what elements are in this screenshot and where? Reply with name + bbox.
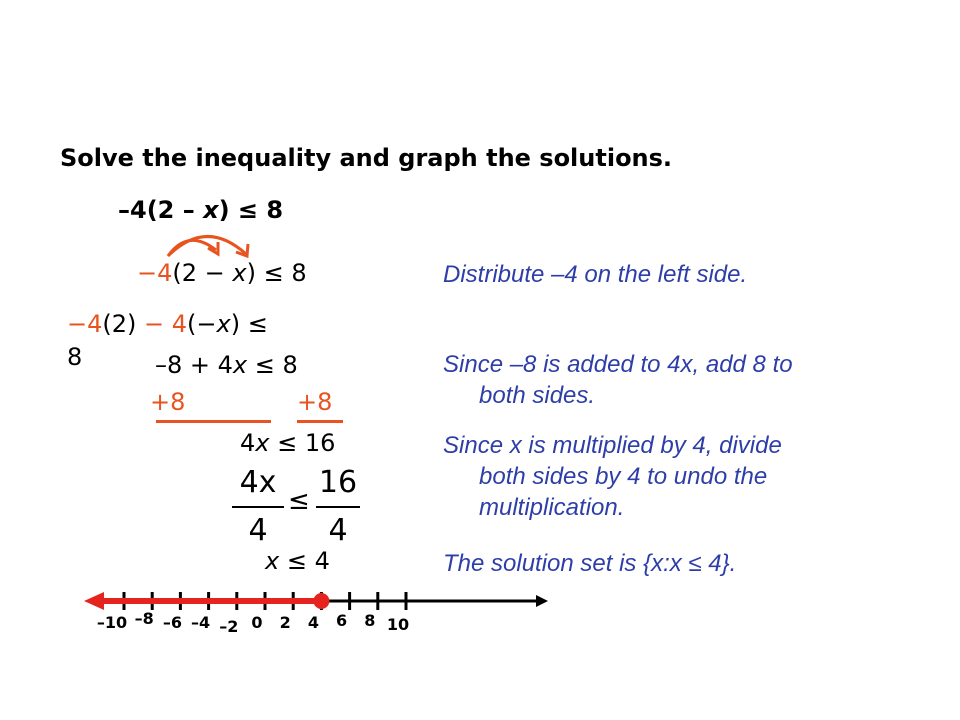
step-expanded <box>67 310 268 338</box>
fraction-right-denominator: 4 <box>328 513 348 548</box>
result-part-b: ≤ 16 <box>269 429 336 457</box>
fraction-right <box>316 464 360 550</box>
tick-label: –10 <box>96 613 128 632</box>
problem-part-a: –4(2 – <box>118 196 204 224</box>
axis-arrow-right <box>536 595 548 607</box>
step-result <box>240 429 335 457</box>
fraction-left-bar <box>232 506 284 508</box>
problem-variable: x <box>203 196 219 224</box>
result-variable: x <box>255 429 270 457</box>
fraction-inequality-symbol: ≤ <box>288 486 310 516</box>
answer-part-b: ≤ 4 <box>279 547 330 575</box>
tick-label: 10 <box>386 615 410 634</box>
fraction-left-numerator: 4x <box>239 465 277 500</box>
step1-part-a: (2 − <box>172 259 233 287</box>
explanation-add <box>443 349 793 411</box>
fraction-left-denominator: 4 <box>248 513 268 548</box>
underline-left <box>156 420 271 423</box>
add-eight-left: +8 <box>150 388 186 416</box>
solution-ray-arrow <box>84 592 104 610</box>
distribution-arrows <box>150 222 260 264</box>
expanded-p1: −4 <box>67 310 103 338</box>
explanation-divide-line1: Since x is multiplied by 4, divide <box>443 432 782 459</box>
result-part-a: 4 <box>240 429 256 457</box>
tick-label: –8 <box>134 609 154 628</box>
step1-part-b: ) ≤ 8 <box>246 259 307 287</box>
tick-label: –6 <box>162 613 182 632</box>
solution-endpoint-dot <box>314 594 328 608</box>
step-expanded-wrap: 8 <box>67 343 83 371</box>
fraction-left <box>232 464 284 550</box>
add-eight-right: +8 <box>297 388 333 416</box>
tick-label: 2 <box>279 613 291 632</box>
fraction-right-bar <box>316 506 360 508</box>
tick-label: 4 <box>307 613 319 632</box>
tick-label: 8 <box>364 611 376 630</box>
expanded-p3: − 4 <box>144 310 188 338</box>
explanation-add-line2: both sides. <box>479 382 596 409</box>
expanded-p2: (2) <box>102 310 145 338</box>
step-distribute <box>137 259 307 287</box>
explanation-divide-line3: multiplication. <box>479 494 625 521</box>
answer-variable: x <box>265 547 280 575</box>
arrow-curve-2 <box>168 236 246 256</box>
tick-label: –4 <box>191 613 211 632</box>
problem-part-b: ) ≤ 8 <box>218 196 284 224</box>
explanation-distribute: Distribute –4 on the left side. <box>443 261 748 288</box>
simplified-part-b: ≤ 8 <box>247 351 298 379</box>
simplified-variable: x <box>232 351 248 379</box>
neg-four: −4 <box>137 259 173 287</box>
tick-label: 6 <box>336 611 348 630</box>
expanded-p4: (− <box>187 310 217 338</box>
tick-label: 0 <box>251 613 263 632</box>
tick-label: –2 <box>219 617 239 636</box>
explanation-solution: The solution set is {x:x ≤ 4}. <box>443 550 737 577</box>
explanation-add-line1: Since –8 is added to 4x, add 8 to <box>443 351 793 378</box>
simplified-part-a: –8 + 4 <box>155 351 233 379</box>
step-simplified <box>155 351 298 379</box>
fraction-right-numerator: 16 <box>318 465 358 500</box>
explanation-divide-line2: both sides by 4 to undo the <box>479 463 768 490</box>
expanded-p5: ) ≤ <box>230 310 268 338</box>
step1-variable: x <box>232 259 247 287</box>
expanded-variable: x <box>216 310 231 338</box>
explanation-divide <box>443 430 782 523</box>
problem-statement <box>118 196 283 224</box>
title: Solve the inequality and graph the solutions. <box>60 144 673 172</box>
underline-right <box>297 420 343 423</box>
step-answer <box>265 547 330 575</box>
